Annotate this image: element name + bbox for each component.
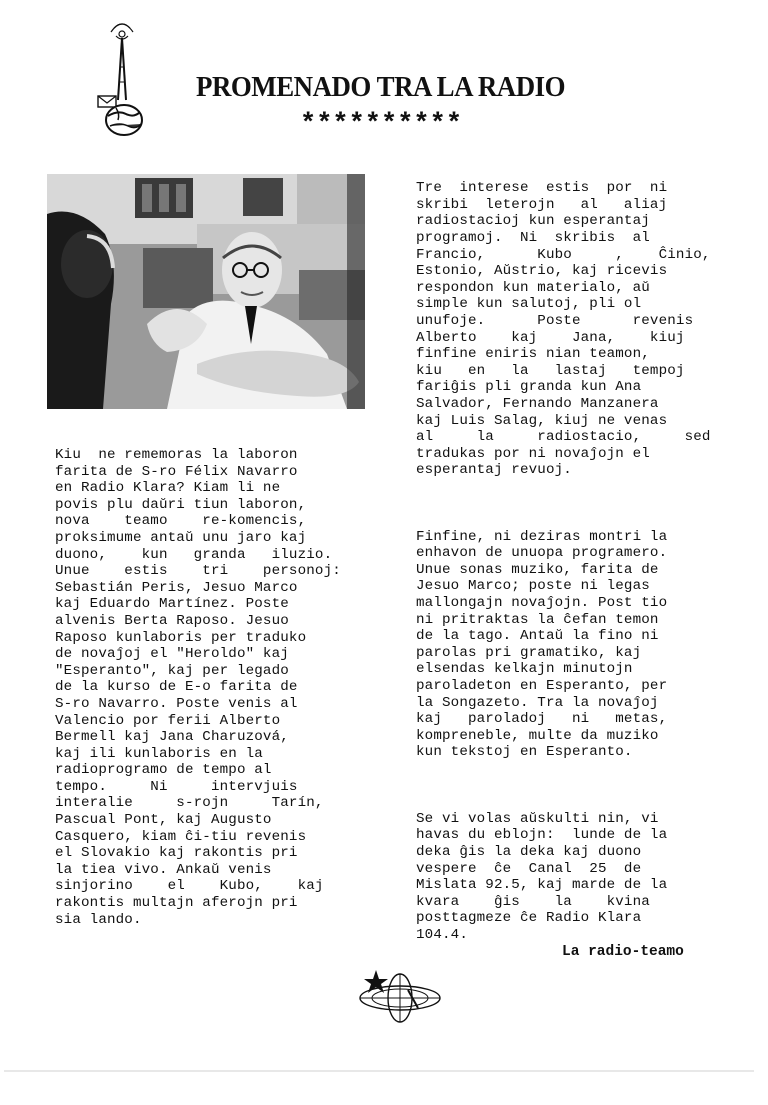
article-right-column: [416, 147, 711, 977]
interview-photo: [47, 174, 365, 409]
radio-mast-globe-icon: [94, 22, 150, 140]
page-title: PROMENADO TRA LA RADIO: [196, 72, 566, 103]
star-globe-icon: [348, 968, 446, 1026]
paragraph-program: Finfine, ni deziras montri la enhavon de unuopa programero. Unue sonas muziko, farita de Jesuo Marco; poste ni legas mallongajn novaĵojn. Post tio ni pritraktas la ĉefan temon de la tago. Antaŭ la fino ni parolas pri gramatiko, kaj elsendas kelkajn minutojn paroladeton en Esperanto, per la Songazeto. Tra la novaĵoj kaj paroladoj ni metas, kompreneble, multe da muziko kun tekstoj en Esperanto.: [416, 528, 668, 761]
title-stars-divider: **********: [300, 110, 463, 140]
article-left-column: Kiu ne rememoras la laboron farita de S-ro Félix Navarro en Radio Klara? Kiam li ne povis plu daŭri tiun laboron, nova teamo re-komencis, proksimume antaŭ unu jaro kaj duono, kun granda iluzio. Unue estis tri personoj: Sebastián Peris, Jesuo Marco kaj Eduardo Martínez. Poste alvenis Berta Raposo. Jesuo Raposo kunlaboris per traduko de novaĵoj el "Heroldo" kaj "Esperanto", kaj per legado de la kurso de E-o farita de S-ro Navarro. Poste venis al Valencio por ferii Alberto Bermell kaj Jana Charuzová, kaj ili kunlaboris en la radioprogramo de tempo al tempo. Ni intervjuis interalie s-rojn Tarín, Pascual Pont, kaj Augusto Casquero, kiam ĉi-tiu revenis el Slovakio kaj rakontis pri la tiea vivo. Ankaŭ venis sinjorino el Kubo, kaj rakontis multajn aferojn pri sia lando.: [55, 447, 341, 928]
paragraph-letters: Tre interese estis por ni skribi leterojn al aliaj radiostacioj kun esperantaj programoj. Ni skribis al Francio, Kubo , Ĉinio, Estonio, Aŭstrio, kaj ricevis respondon kun materialo, aŭ simple kun salutoj, pli ol unufoje. Poste revenis Alberto kaj Jana, kiuj finfine eniris nian teamon, kiu en la lastaj tempoj fariĝis pli granda kun Ana Salvador, Fernando Manzanera kaj Luis Salag, kiuj ne venas al la radiostacio, sed tradukas por ni novaĵojn el esperantaj revuoj.: [416, 180, 711, 479]
paragraph-schedule: Se vi volas aŭskulti nin, vi havas du eblojn: lunde de la deka ĝis la deka kaj duono vespere ĉe Canal 25 de Mislata 92.5, kaj marde de la kvara ĝis la kvina posttagmeze ĉe Radio Klara 104.4.: [416, 810, 668, 943]
page-edge-shadow: [4, 1070, 754, 1072]
signature: La radio-teamo: [562, 944, 684, 960]
